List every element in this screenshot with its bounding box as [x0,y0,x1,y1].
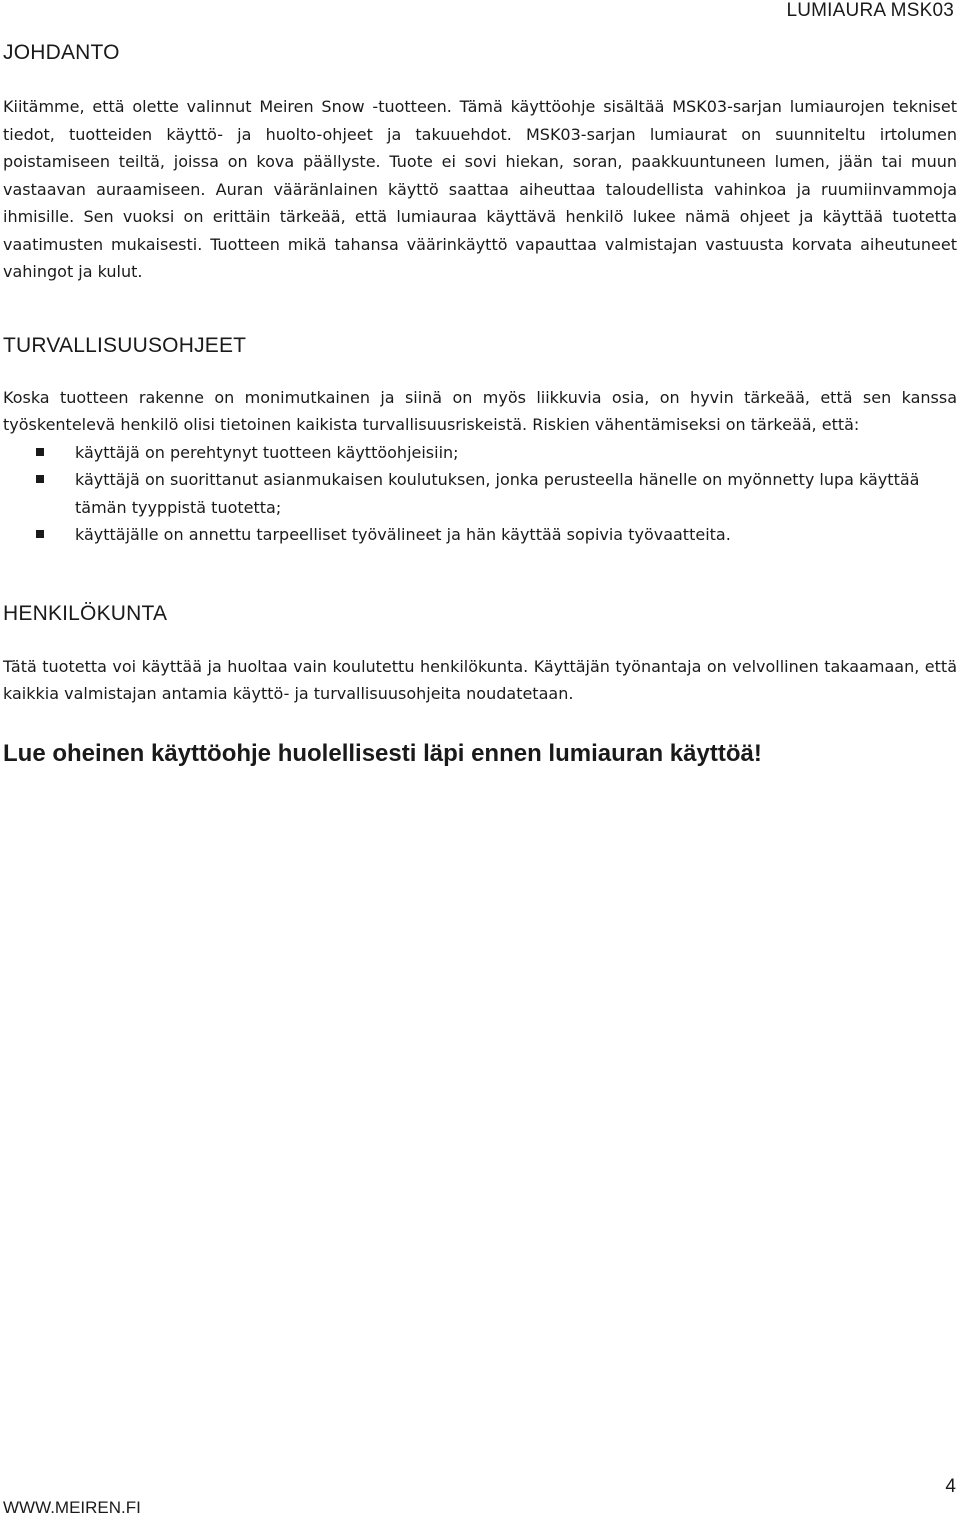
safety-bullet-text: käyttäjä on perehtynyt tuotteen käyttöohjeisiin; [75,442,459,462]
page-content [3,38,957,770]
safety-bullet-text: käyttäjä on suorittanut asianmukaisen koulutuksen, jonka perusteella hänelle on myönnetty lupa käyttää tämän tyyppistä tuotetta; [75,470,920,517]
safety-paragraph: Koska tuotteen rakenne on monimutkainen ja siinä on myös liikkuvia osia, on hyvin tärkeää, että sen kanssa työskentelevä henkilö olisi tietoinen kaikista turvallisuusriskeistä. Riskien vähentämiseksi on tärkeää, että: [3,387,957,434]
safety-heading: TURVALLISUUSOHJEET [3,333,247,357]
intro-paragraph: Kiitämme, että olette valinnut Meiren Snow -tuotteen. Tämä käyttöohje sisältää MSK03-sarjan lumiaurojen tekniset tiedot, tuotteiden käyttö- ja huolto-ohjeet ja takuuehdot. MSK03-sarjan lumiaurat on suunniteltu irtolumen poistamiseen teiltä, joissa on kova päällyste. Tuote ei sovi hiekan, soran, paakkuuntuneen lumen, jään tai muun vastaavan auraamiseen. Auran vääränlainen käyttö saattaa aiheuttaa taloudellista vahinkoa ja ruumiinvammoja ihmisille. Sen vuoksi on erittäin tärkeää, että lumiauraa käyttävä henkilö lukee nämä ohjeet ja käyttää tuotetta vaatimusten mukaisesti. Tuotteen mikä tahansa väärinkäyttö vapauttaa valmistajan vastuusta korvata aiheutuneet vahingot ja kulut. [3,97,957,281]
safety-bullet-text: käyttäjälle on annettu tarpeelliset työvälineet ja hän käyttää sopivia työvaatteita. [75,525,731,544]
intro-section [3,38,957,286]
read-manual-notice: Lue oheinen käyttöohje huolellisesti läpi ennen lumiauran käyttöä! [3,739,762,767]
footer-website: WWW.MEIREN.FI [3,1498,141,1517]
page-number: 4 [945,1476,956,1497]
intro-heading: JOHDANTO [3,41,120,64]
square-bullet-icon [36,448,44,456]
staff-paragraph: Tätä tuotetta voi käyttää ja huoltaa vain koulutettu henkilökunta. Käyttäjän työnantaja on velvollinen takaamaan, että kaikkia valmistajan antamia käyttö- ja turvallisuusohjeita noudatetaan. [3,656,957,703]
header-product-name: LUMIAURA MSK03 [786,0,954,21]
safety-bullet-item [3,466,957,521]
square-bullet-icon [36,530,44,538]
square-bullet-icon [36,475,44,483]
safety-bullet-list [3,439,957,549]
staff-heading: HENKILÖKUNTA [3,601,168,625]
safety-section [3,331,957,549]
safety-bullet-item [3,439,957,467]
safety-bullet-item [3,521,957,549]
staff-section [3,599,957,708]
